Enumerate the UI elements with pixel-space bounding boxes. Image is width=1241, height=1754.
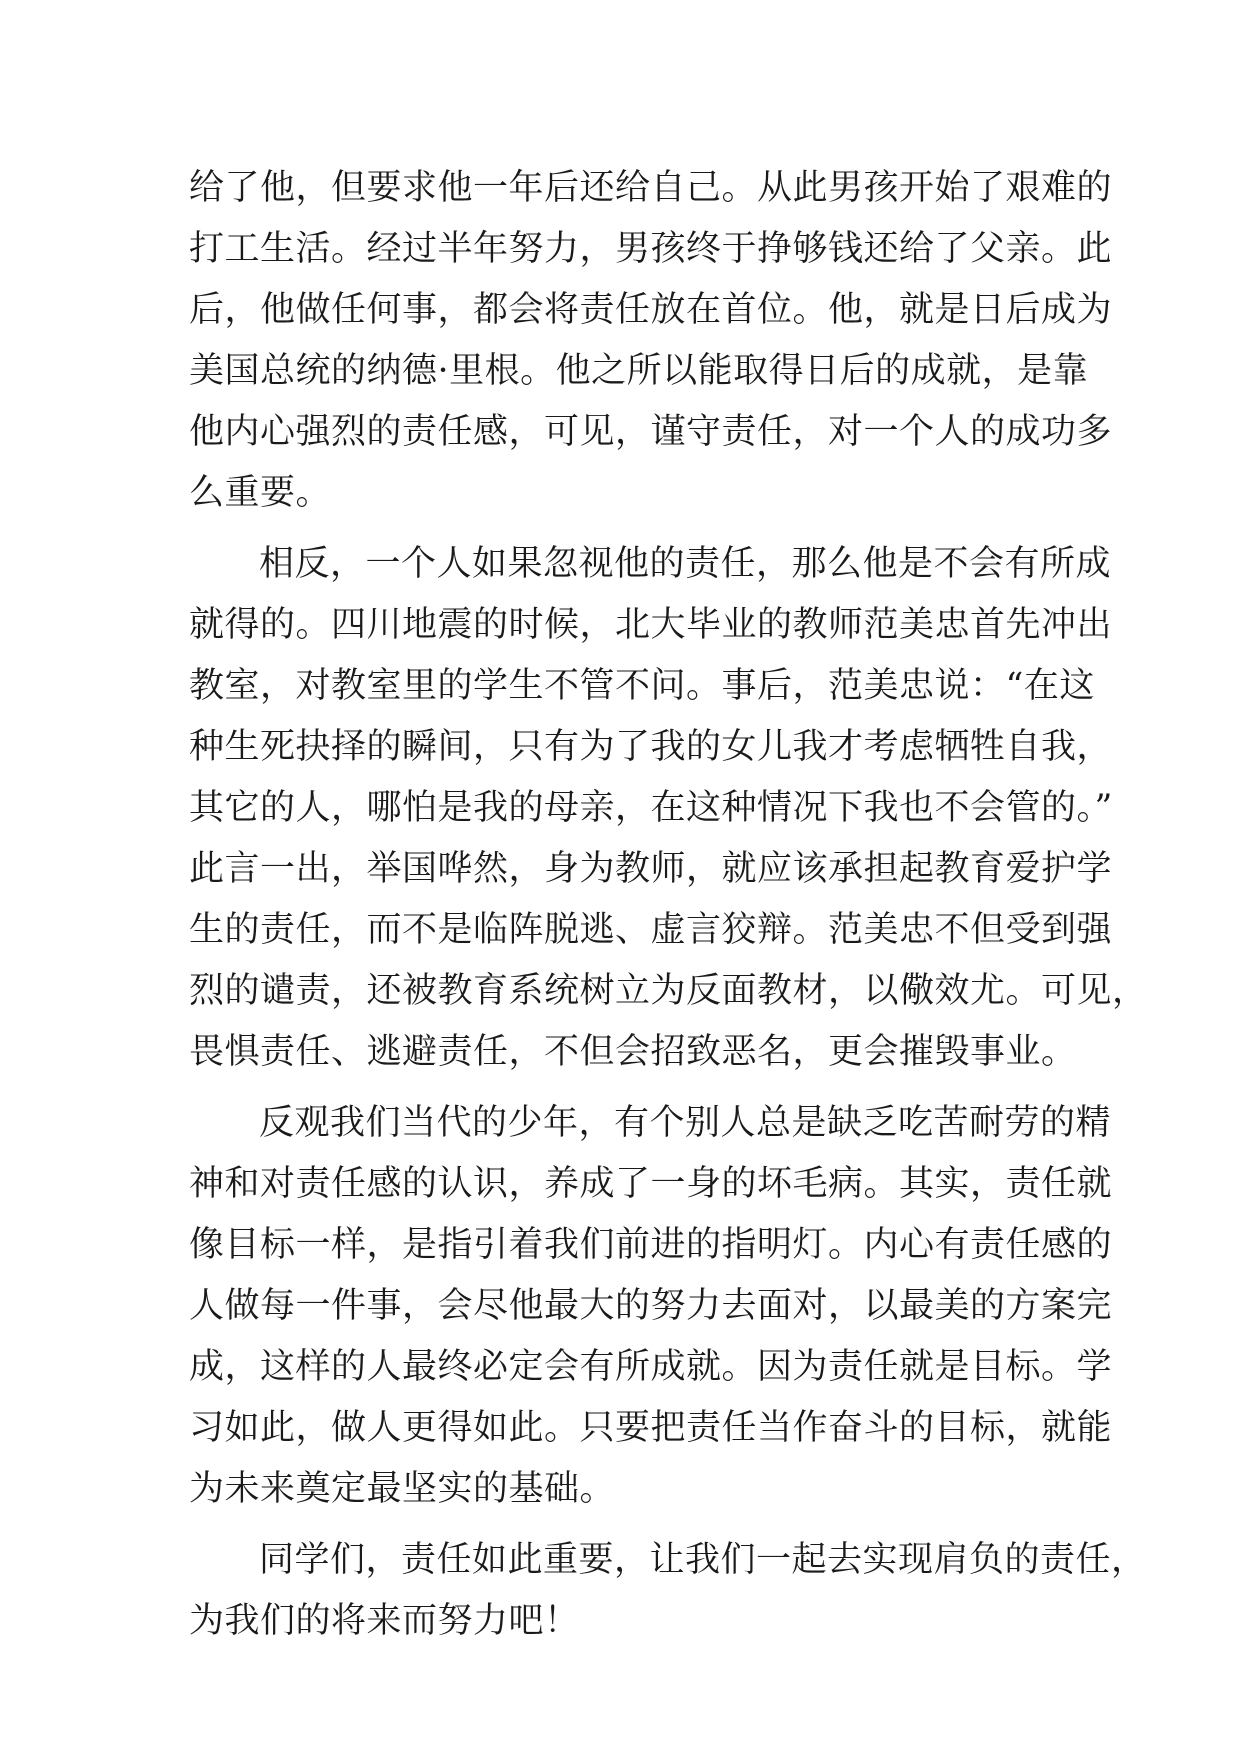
text-line: 同学们，责任如此重要，让我们一起去实现肩负的责任，: [259, 1540, 1147, 1580]
text-line: 美国总统的纳德·里根。他之所以能取得日后的成就，是靠: [189, 351, 1089, 391]
text-line: 给了他，但要求他一年后还给自己。从此男孩开始了艰难的: [189, 168, 1113, 208]
text-line: 为我们的将来而努力吧！: [189, 1601, 580, 1641]
paragraph-3: [189, 1093, 1113, 1520]
document-body: [189, 158, 1148, 1652]
text-line: 反观我们当代的少年，有个别人总是缺乏吃苦耐劳的精: [259, 1103, 1112, 1143]
text-line: 教室，对教室里的学生不管不问。事后，范美忠说：“在这: [189, 666, 1095, 706]
text-line: 烈的谴责，还被教育系统树立为反面教材，以儆效尤。可见，: [189, 971, 1148, 1011]
text-line: 生的责任，而不是临阵脱逃、虚言狡辩。范美忠不但受到强: [189, 910, 1113, 950]
text-line: 么重要。: [189, 473, 332, 513]
text-line: 打工生活。经过半年努力，男孩终于挣够钱还给了父亲。此: [189, 229, 1113, 269]
text-line: 人做每一件事，会尽他最大的努力去面对，以最美的方案完: [189, 1286, 1113, 1326]
text-line: 他内心强烈的责任感，可见，谨守责任，对一个人的成功多: [189, 412, 1113, 452]
text-line: 成，这样的人最终必定会有所成就。因为责任就是目标。学: [189, 1347, 1113, 1387]
text-line: 后，他做任何事，都会将责任放在首位。他，就是日后成为: [189, 290, 1113, 330]
paragraph-1: [189, 158, 1113, 524]
text-line: 畏惧责任、逃避责任，不但会招致恶名，更会摧毁事业。: [189, 1032, 1077, 1072]
text-line: 为未来奠定最坚实的基础。: [189, 1469, 616, 1509]
text-line: 习如此，做人更得如此。只要把责任当作奋斗的目标，就能: [189, 1408, 1113, 1448]
text-line: 神和对责任感的认识，养成了一身的坏毛病。其实，责任就: [189, 1164, 1113, 1204]
text-line: 像目标一样，是指引着我们前进的指明灯。内心有责任感的: [189, 1225, 1113, 1265]
text-line: 此言一出，举国哗然，身为教师，就应该承担起教育爱护学: [189, 849, 1113, 889]
paragraph-4: [189, 1530, 1147, 1652]
text-line: 就得的。四川地震的时候，北大毕业的教师范美忠首先冲出: [189, 605, 1113, 645]
text-line: 种生死抉择的瞬间，只有为了我的女儿我才考虑牺牲自我，: [189, 727, 1113, 767]
text-line: 其它的人，哪怕是我的母亲，在这种情况下我也不会管的。”: [189, 788, 1113, 828]
text-line: 相反，一个人如果忽视他的责任，那么他是不会有所成: [259, 544, 1112, 584]
paragraph-2: [189, 534, 1148, 1083]
